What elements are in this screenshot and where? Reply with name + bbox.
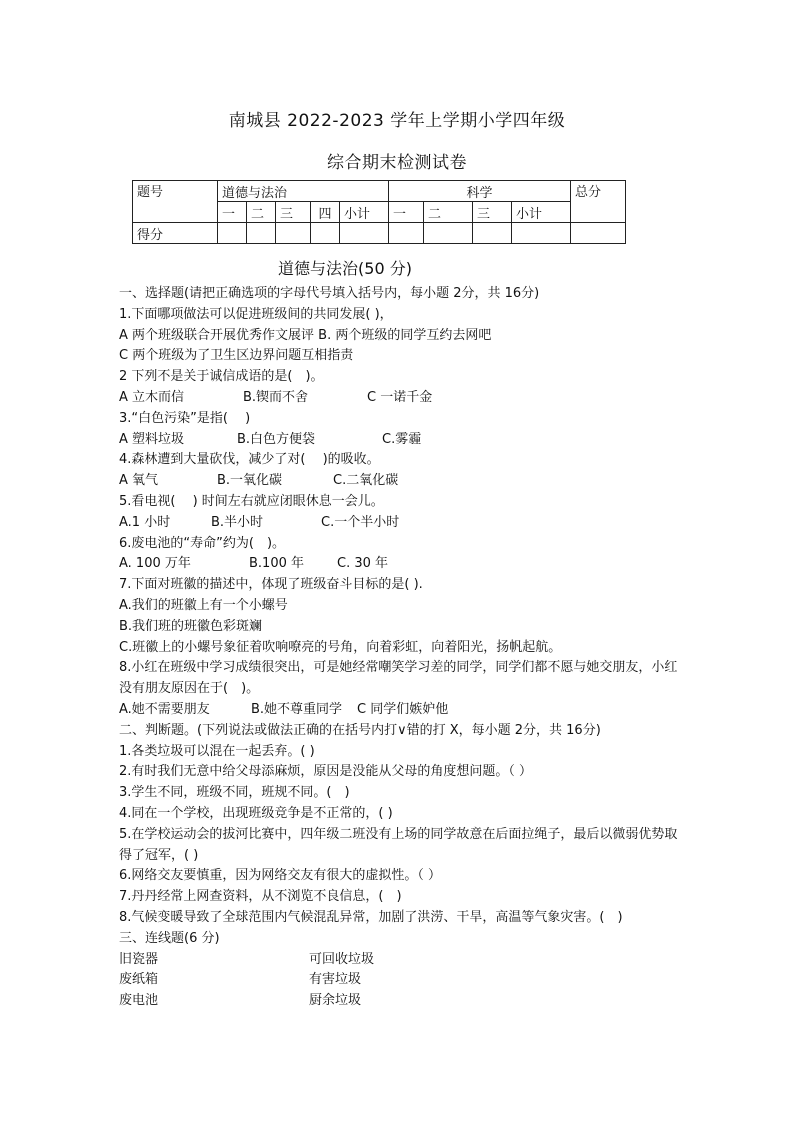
score-cell[interactable] — [276, 223, 311, 244]
score-cell[interactable] — [512, 223, 571, 244]
score-table-sub: 三 — [276, 202, 311, 223]
option-a: A.1 小时 — [119, 514, 171, 530]
option-c: C 一诺千金 — [367, 389, 433, 405]
option-b: B.半小时 — [211, 514, 264, 530]
match-left-item[interactable]: 旧瓷器 — [119, 951, 159, 967]
score-table-sub: 三 — [473, 202, 512, 223]
option-line: B.我们班的班徽色彩斑斓 — [119, 618, 263, 634]
option-a: A 立木而信 — [119, 389, 185, 405]
match-right-item[interactable]: 厨余垃圾 — [309, 993, 362, 1009]
score-table-sub: 一 — [389, 202, 424, 223]
judge-item: 1.各类垃圾可以混在一起丢弃。( ) — [119, 743, 315, 759]
exam-content — [119, 284, 679, 1012]
question-3: 3.“白色污染”是指( ) — [119, 410, 251, 426]
option-b: B.白色方便袋 — [237, 431, 316, 447]
score-table-col-label: 题号 — [133, 181, 218, 223]
match-right-item[interactable]: 可回收垃圾 — [309, 951, 375, 967]
question-6: 6.废电池的“寿命”约为( )。 — [119, 535, 286, 551]
option-c: C.一个半小时 — [321, 514, 400, 530]
options-row — [119, 554, 679, 575]
option-line: C.班徽上的小螺号象征着吹响嘹亮的号角，向着彩虹，向着阳光，扬帆起航。 — [119, 639, 562, 655]
option-b: B.她不尊重同学 — [251, 701, 343, 717]
exam-title: 南城县 2022-2023 学年上学期小学四年级 — [228, 111, 566, 131]
judge-item: 7.丹丹经常上网查资料，从不浏览不良信息，( ) — [119, 889, 402, 905]
score-cell[interactable] — [473, 223, 512, 244]
score-cell[interactable] — [424, 223, 473, 244]
question-1: 1.下面哪项做法可以促进班级间的共同发展( )， — [119, 306, 393, 322]
score-cell[interactable] — [311, 223, 340, 244]
option-a: A 氧气 — [119, 473, 159, 489]
question-2: 2 下列不是关于诚信成语的是( )。 — [119, 369, 324, 385]
options-row — [119, 471, 679, 492]
part3-heading: 三、连线题(6 分) — [119, 930, 220, 946]
option-b: B.锲而不舍 — [243, 389, 309, 405]
options-row — [119, 700, 679, 721]
judge-item: 4.同在一个学校，出现班级竞争是不正常的，( ) — [119, 805, 393, 821]
match-right-item[interactable]: 有害垃圾 — [309, 972, 362, 988]
option-c: C.雾霾 — [382, 431, 422, 447]
score-cell[interactable] — [389, 223, 424, 244]
match-row — [119, 970, 679, 991]
score-table — [132, 180, 626, 244]
judge-item: 3.学生不同，班级不同，班规不同。( ) — [119, 785, 350, 801]
score-table-sub: 二 — [247, 202, 276, 223]
match-row — [119, 991, 679, 1012]
option-line: A.我们的班徽上有一个小螺号 — [119, 597, 288, 613]
option-c: C.二氧化碳 — [333, 473, 399, 489]
part1-heading: 一、选择题(请把正确选项的字母代号填入括号内，每小题 2分，共 16分) — [119, 286, 540, 301]
judge-item: 6.网络交友要慎重，因为网络交友有很大的虚拟性。（ ） — [119, 868, 442, 884]
option-line: A 两个班级联合开展优秀作文展评 B. 两个班级的同学互约去网吧 — [119, 327, 492, 343]
score-cell[interactable] — [247, 223, 276, 244]
options-row — [119, 430, 679, 451]
match-left-item[interactable]: 废纸箱 — [119, 972, 159, 988]
exam-subtitle: 综合期末检测试卷 — [327, 153, 467, 173]
question-8: 8.小红在班级中学习成绩很突出，可是她经常嘲笑学习差的同学，同学们都不愿与她交朋友，小红没有朋友原因在于( )。 — [119, 660, 678, 697]
score-table-sub: 四 — [311, 202, 340, 223]
score-table-group-morality: 道德与法治 — [218, 181, 389, 202]
section-title: 道德与法治(50 分) — [278, 259, 412, 278]
option-a: A.她不需要朋友 — [119, 701, 210, 717]
option-b: B.一氧化碳 — [217, 473, 283, 489]
part2-heading: 二、判断题。(下列说法或做法正确的在括号内打∨错的打 X，每小题 2分，共 16分) — [119, 722, 601, 738]
judge-item: 5.在学校运动会的拔河比赛中，四年级二班没有上场的同学故意在后面拉绳子，最后以微弱优势取得了冠军，( ) — [119, 826, 678, 863]
question-5: 5.看电视( ) 时间左右就应闭眼休息一会儿。 — [119, 493, 384, 509]
option-a: A. 100 万年 — [119, 556, 191, 572]
option-b: B.100 年 — [249, 556, 304, 572]
score-table-sub: 一 — [218, 202, 247, 223]
score-table-sub: 二 — [424, 202, 473, 223]
option-line: C 两个班级为了卫生区边界问题互相指责 — [119, 348, 354, 364]
match-left-item[interactable]: 废电池 — [119, 993, 159, 1009]
score-table-group-science: 科学 — [389, 181, 571, 202]
options-row — [119, 513, 679, 534]
score-table-sub: 小计 — [512, 202, 571, 223]
score-table-row-label: 得分 — [133, 223, 218, 244]
option-a: A 塑料垃圾 — [119, 431, 185, 447]
question-7: 7.下面对班徽的描述中，体现了班级奋斗目标的是( ). — [119, 577, 423, 593]
score-table-sub: 小计 — [340, 202, 389, 223]
match-row — [119, 950, 679, 971]
option-c: C. 30 年 — [337, 556, 389, 572]
option-c: C 同学们嫉妒他 — [357, 701, 449, 717]
judge-item: 2.有时我们无意中给父母添麻烦，原因是没能从父母的角度想问题。（ ） — [119, 764, 533, 780]
question-4: 4.森林遭到大量砍伐，减少了对( )的吸收。 — [119, 452, 380, 468]
score-cell[interactable] — [571, 223, 626, 244]
options-row — [119, 388, 679, 409]
judge-item: 8.气候变暖导致了全球范围内气候混乱异常，加剧了洪涝、干旱，高温等气象灾害。( ) — [119, 909, 623, 925]
score-cell[interactable] — [340, 223, 389, 244]
score-cell[interactable] — [218, 223, 247, 244]
score-table-total: 总分 — [571, 181, 626, 223]
